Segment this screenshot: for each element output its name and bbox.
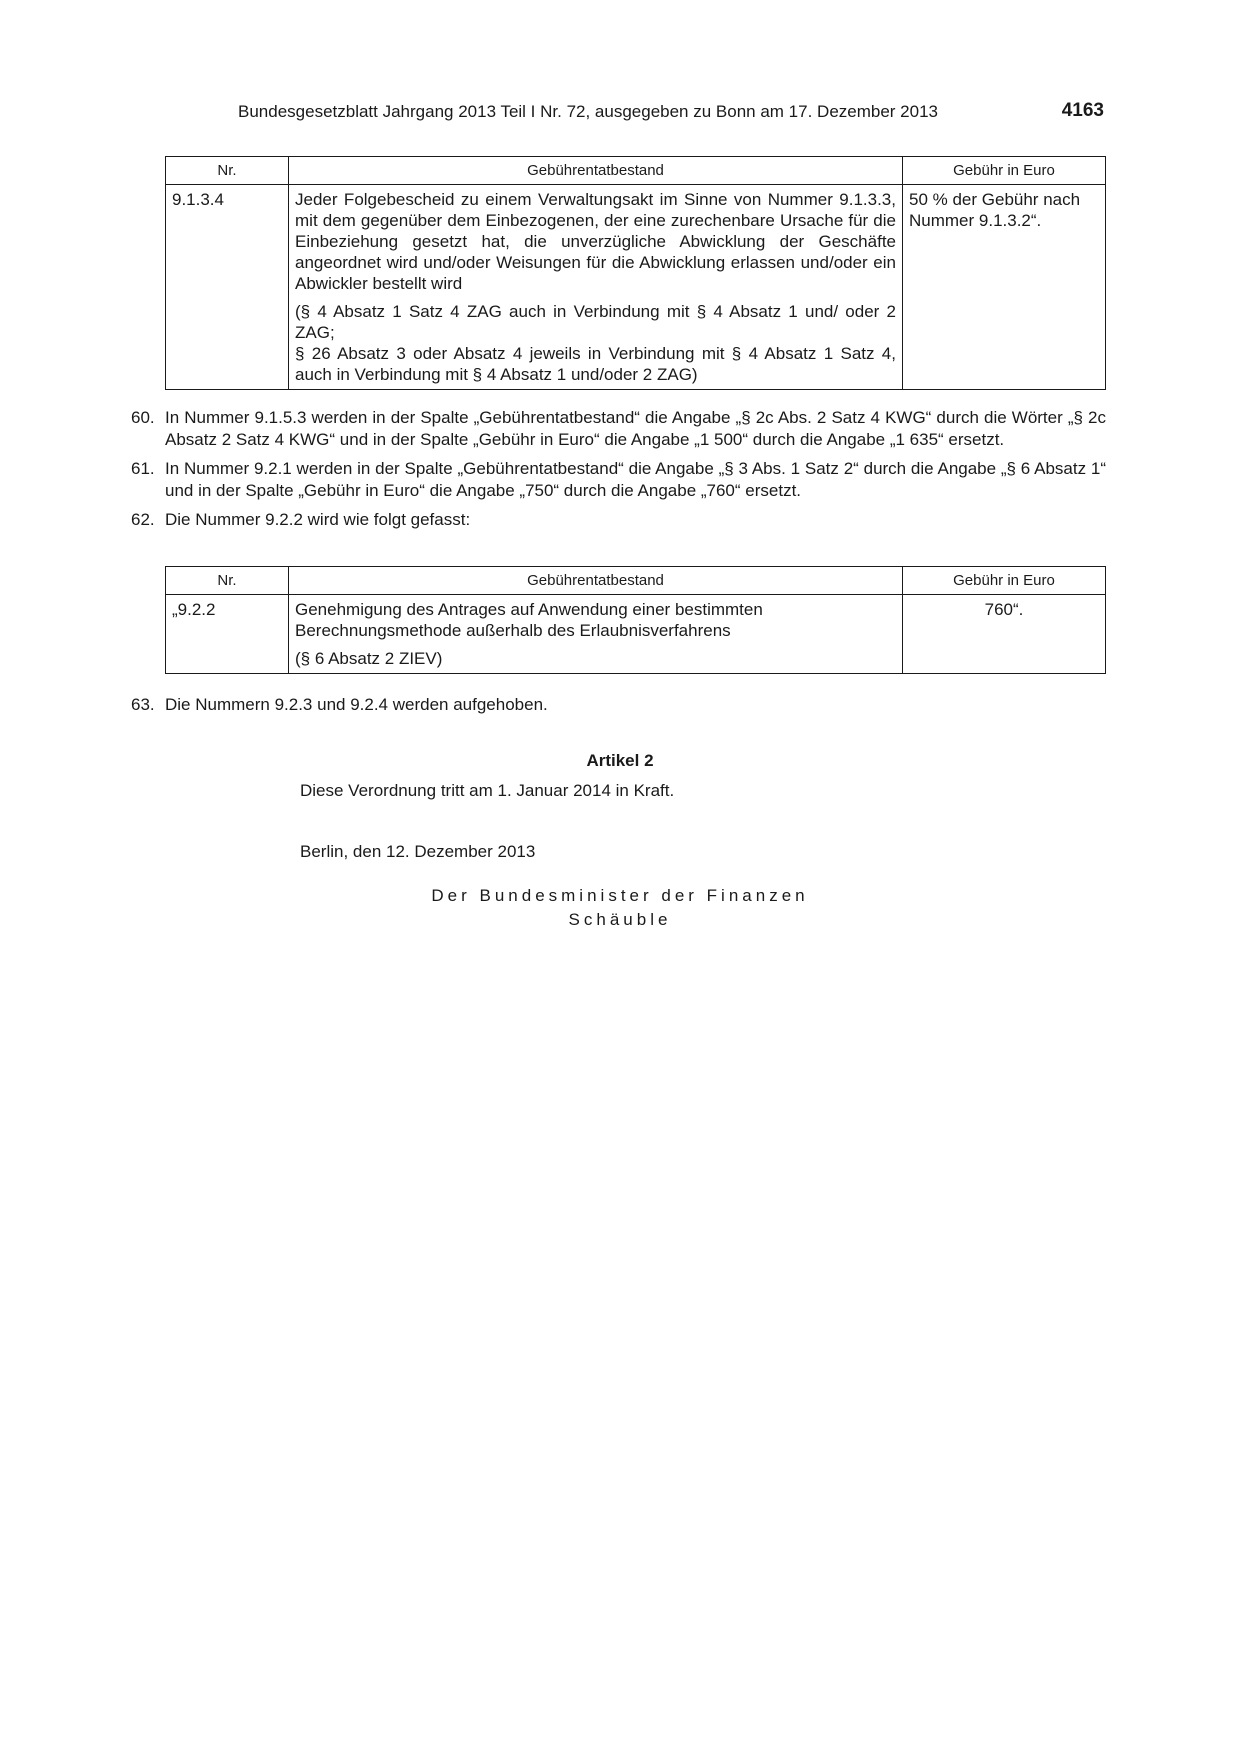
legal-basis-2: § 26 Absatz 3 oder Absatz 4 jeweils in Verbindung mit § 4 Absatz 1 Satz 4, auch in Verbindung mit § 4 Absatz 1 und/oder 2 ZAG) xyxy=(295,344,896,384)
col-header-tatbestand: Gebührentatbestand xyxy=(289,567,903,595)
table-header-row xyxy=(166,567,1106,595)
cell-nr: „9.2.2 xyxy=(166,595,289,674)
signatory-name: Schäuble xyxy=(568,910,672,929)
table-header-row xyxy=(166,157,1106,185)
item-text: In Nummer 9.1.5.3 werden in der Spalte „Gebührentatbestand“ die Angabe „§ 2c Abs. 2 Satz 4 KWG“ durch die Wörter „§ 2c Absatz 2 Satz 4 KWG“ und in der Spalte „Gebühr in Euro“ die Angabe „1 500“ durch die Angabe „1 635“ ersetzt. xyxy=(165,408,1106,449)
item-number: 63. xyxy=(131,695,155,714)
col-header-tatbestand: Gebührentatbestand xyxy=(289,157,903,185)
item-text: Die Nummer 9.2.2 wird wie folgt gefasst: xyxy=(165,510,471,529)
item-number: 62. xyxy=(131,510,155,529)
cell-gebuehr: 50 % der Gebühr nach Nummer 9.1.3.2“. xyxy=(903,185,1106,390)
article-text: Diese Verordnung tritt am 1. Januar 2014 in Kraft. xyxy=(300,781,675,800)
col-header-gebuehr: Gebühr in Euro xyxy=(903,567,1106,595)
tatbestand-text: Jeder Folgebescheid zu einem Verwaltungsakt im Sinne von Nummer 9.1.3.3, mit dem gegenüber dem Einbezogenen, der eine zurechenbare Ursache für die Einbeziehung gesetzt hat, die unverzügliche Abwicklung der Geschäfte angeordnet wird und/oder Weisungen für die Abwicklung erlassen und/oder ein Abwickler bestellt wird xyxy=(295,190,896,293)
cell-gebuehr: 760“. xyxy=(903,595,1106,674)
page-number: 4163 xyxy=(1061,100,1104,121)
legal-basis-1: (§ 4 Absatz 1 Satz 4 ZAG auch in Verbindung mit § 4 Absatz 1 und/ oder 2 ZAG; xyxy=(295,302,896,342)
list-item xyxy=(131,407,1106,450)
tatbestand-text: Genehmigung des Antrages auf Anwendung einer bestimmten Berechnungsmethode außerhalb des Erlaubnisverfahrens xyxy=(295,600,763,640)
col-header-nr: Nr. xyxy=(166,157,289,185)
cell-nr: 9.1.3.4 xyxy=(166,185,289,390)
gazette-title: Bundesgesetzblatt Jahrgang 2013 Teil I Nr. 72, ausgegeben zu Bonn am 17. Dezember 2013 xyxy=(238,102,938,121)
col-header-gebuehr: Gebühr in Euro xyxy=(903,157,1106,185)
item-number: 60. xyxy=(131,408,155,427)
signatory-office: Der Bundesminister der Finanzen xyxy=(431,886,809,905)
cell-tatbestand xyxy=(289,595,903,674)
item-number: 61. xyxy=(131,459,155,478)
amendment-list-a xyxy=(131,407,1106,539)
fee-table-1 xyxy=(165,156,1106,390)
article-heading: Artikel 2 xyxy=(586,751,654,770)
list-item xyxy=(131,694,1106,716)
list-item xyxy=(131,458,1106,501)
place-date: Berlin, den 12. Dezember 2013 xyxy=(300,842,536,861)
fee-table-2 xyxy=(165,566,1106,674)
table-row xyxy=(166,595,1106,674)
cell-tatbestand xyxy=(289,185,903,390)
item-text: Die Nummern 9.2.3 und 9.2.4 werden aufgehoben. xyxy=(165,695,548,714)
item-text: In Nummer 9.2.1 werden in der Spalte „Gebührentatbestand“ die Angabe „§ 3 Abs. 1 Satz 2“ durch die Angabe „§ 6 Absatz 1“ und in der Spalte „Gebühr in Euro“ die Angabe „750“ durch die Angabe „760“ ersetzt. xyxy=(165,459,1106,500)
amendment-list-b xyxy=(131,694,1106,724)
table-row xyxy=(166,185,1106,390)
col-header-nr: Nr. xyxy=(166,567,289,595)
list-item xyxy=(131,509,1106,531)
legal-basis: (§ 6 Absatz 2 ZIEV) xyxy=(295,649,443,668)
